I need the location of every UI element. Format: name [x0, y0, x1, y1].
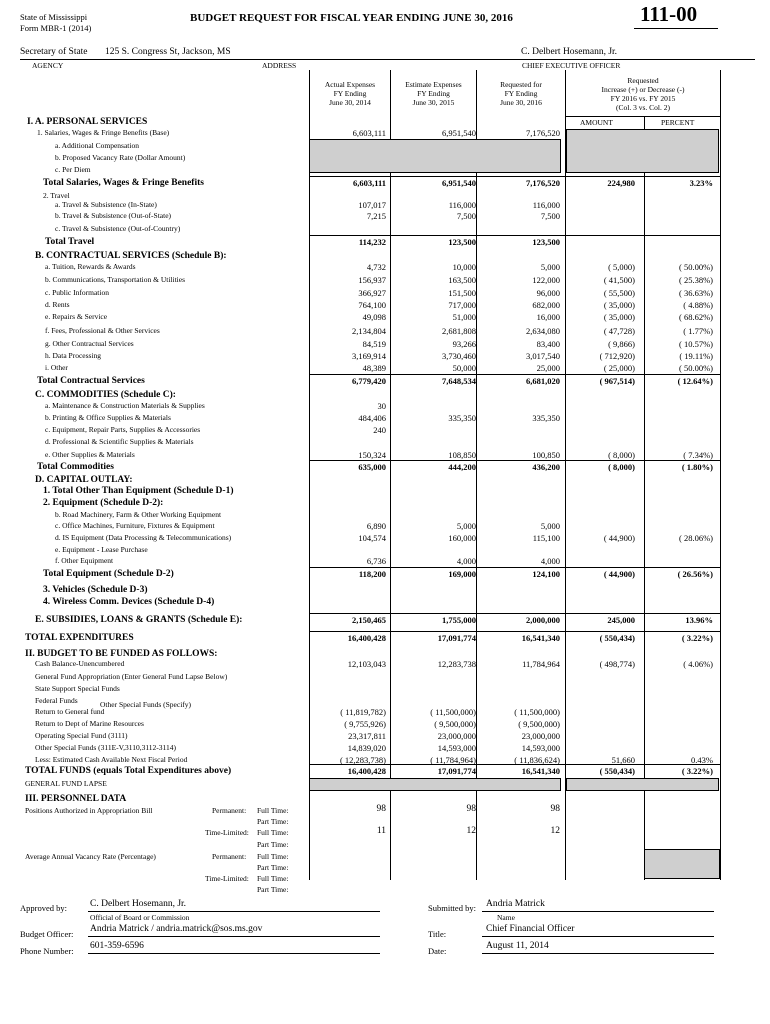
row-value-col1: 30: [377, 401, 386, 411]
row-value-col5: ( 50.00%): [679, 363, 713, 373]
row-value-col2: 163,500: [448, 275, 476, 285]
row-value-col5: ( 68.62%): [679, 312, 713, 322]
part-time-label: Part Time:: [257, 885, 289, 894]
row-value-col1: 6,736: [366, 556, 386, 566]
row-label: TOTAL FUNDS (equals Total Expenditures above): [25, 766, 232, 776]
row-label: Total Salaries, Wages & Fringe Benefits: [43, 178, 204, 188]
row-value-col4: ( 35,000): [603, 300, 635, 310]
row-value-col1: 2,150,465: [352, 615, 386, 625]
row-value-col2: ( 9,500,000): [434, 719, 476, 729]
perm-full-3: 98: [550, 804, 560, 814]
row-value-col3: 4,000: [540, 556, 560, 566]
row-value-col2: 7,500: [456, 211, 476, 221]
c1-header-line: FY Ending: [333, 89, 367, 98]
name-label: Name: [497, 913, 515, 922]
budget-code: 111-00: [640, 2, 698, 26]
row-label: e. Other Supplies & Materials: [45, 450, 135, 459]
shaded-cell: [566, 778, 719, 791]
row-value-col1: 84,519: [362, 339, 386, 349]
row-value-col5: ( 26.56%): [677, 569, 713, 579]
row-value-col5: ( 7.34%): [683, 450, 713, 460]
shaded-cell: [566, 129, 719, 173]
row-label: Less: Estimated Cash Available Next Fiscal Period: [35, 755, 188, 764]
row-value-col1: 114,232: [358, 237, 386, 247]
row-value-col2: 7,648,534: [442, 376, 476, 386]
row-value-col3: 3,017,540: [526, 351, 560, 361]
row-value-col1: 150,324: [358, 450, 386, 460]
row-value-col1: ( 9,755,926): [344, 719, 386, 729]
row-value-col1: 3,169,914: [352, 351, 386, 361]
row-label: C. COMMODITIES (Schedule C):: [35, 390, 176, 400]
row-value-col2: 160,000: [448, 533, 476, 543]
approved-label: Approved by:: [20, 903, 67, 913]
row-value-col1: ( 11,819,782): [340, 707, 386, 717]
row-value-col3: 7,176,520: [526, 128, 560, 138]
row-label: a. Tuition, Rewards & Awards: [45, 262, 136, 271]
row-value-col3: 124,100: [532, 569, 560, 579]
budget-officer-value: Andria Matrick / andria.matrick@sos.ms.gov: [90, 924, 263, 934]
row-value-col4: ( 5,000): [608, 262, 635, 272]
row-value-col1: 635,000: [358, 462, 386, 472]
row-value-col2: 10,000: [452, 262, 476, 272]
row-value-col3: 14,593,000: [521, 743, 560, 753]
row-value-col3: ( 11,500,000): [514, 707, 560, 717]
row-value-col1: 6,603,111: [352, 128, 386, 138]
row-value-col1: 366,927: [358, 288, 386, 298]
row-value-col5: ( 4.88%): [683, 300, 713, 310]
other-special-funds-specify: Other Special Funds (Specify): [100, 700, 192, 709]
row-value-col1: 6,890: [366, 521, 386, 531]
part-time-label: Part Time:: [257, 817, 289, 826]
row-value-col5: ( 3.22%): [681, 766, 713, 776]
row-value-col3: 83,400: [536, 339, 560, 349]
row-label: 3. Vehicles (Schedule D-3): [43, 585, 148, 595]
row-value-col5: ( 1.80%): [681, 462, 713, 472]
row-value-col3: 2,634,080: [526, 326, 560, 336]
row-value-col3: ( 9,500,000): [518, 719, 560, 729]
submitted-label: Submitted by:: [428, 903, 476, 913]
perm-label: Permanent:: [212, 852, 247, 861]
row-label: B. CONTRACTUAL SERVICES (Schedule B):: [35, 251, 227, 261]
amount-header: AMOUNT: [580, 118, 613, 127]
full-time-label: Full Time:: [257, 806, 289, 815]
shaded-cell: [309, 139, 561, 173]
row-label: Return to Dept of Marine Resources: [35, 719, 144, 728]
row-value-col2: 151,500: [448, 288, 476, 298]
row-value-col3: 335,350: [532, 413, 560, 423]
row-value-col1: 764,100: [358, 300, 386, 310]
row-value-col2: 93,266: [452, 339, 476, 349]
ceo-name: C. Delbert Hosemann, Jr.: [521, 47, 618, 57]
vacancy-label: Average Annual Vacancy Rate (Percentage): [25, 852, 156, 861]
row-value-col3: 23,000,000: [521, 731, 560, 741]
row-value-col4: 245,000: [607, 615, 635, 625]
row-value-col5: ( 28.06%): [679, 533, 713, 543]
row-value-col2: 2,681,808: [442, 326, 476, 336]
row-label: a. Travel & Subsistence (In-State): [55, 200, 157, 209]
row-value-col2: 17,091,774: [437, 766, 476, 776]
row-value-col4: ( 712,920): [599, 351, 635, 361]
row-value-col5: ( 10.57%): [679, 339, 713, 349]
row-label: b. Proposed Vacancy Rate (Dollar Amount): [55, 153, 186, 162]
row-value-col4: ( 8,000): [608, 462, 635, 472]
agency-label: AGENCY: [32, 61, 64, 70]
row-value-col2: 23,000,000: [437, 731, 476, 741]
row-value-col5: ( 4.06%): [683, 659, 713, 669]
row-value-col3: 25,000: [536, 363, 560, 373]
row-label: E. SUBSIDIES, LOANS & GRANTS (Schedule E):: [35, 615, 243, 625]
percent-header: PERCENT: [661, 118, 695, 127]
row-value-col3: 7,176,520: [526, 178, 560, 188]
row-label: 1. Salaries, Wages & Fringe Benefits (Base): [37, 128, 170, 137]
row-label: a. Maintenance & Construction Materials & Supplies: [45, 401, 205, 410]
c2-header-line: June 30, 2015: [412, 98, 455, 107]
form-number: Form MBR-1 (2014): [20, 23, 92, 33]
row-label: TOTAL EXPENDITURES: [25, 633, 134, 643]
row-value-col3: 116,000: [532, 200, 560, 210]
row-value-col2: 335,350: [448, 413, 476, 423]
row-value-col2: 169,000: [448, 569, 476, 579]
row-value-col2: 5,000: [456, 521, 476, 531]
c3-header-line: June 30, 2016: [500, 98, 542, 107]
row-label: I. A. PERSONAL SERVICES: [27, 117, 148, 127]
shaded-cell: [644, 849, 720, 879]
row-value-col4: 224,980: [607, 178, 635, 188]
positions-label: Positions Authorized in Appropriation Bill: [25, 806, 153, 815]
row-label: b. Road Machinery, Farm & Other Working Equipment: [55, 510, 222, 519]
row-value-col5: ( 25.38%): [679, 275, 713, 285]
part-time-label: Part Time:: [257, 840, 289, 849]
full-time-label: Full Time:: [257, 852, 289, 861]
row-label: c. Per Diem: [55, 165, 91, 174]
row-value-col3: 16,000: [536, 312, 560, 322]
submitted-name: Andria Matrick: [486, 899, 545, 909]
row-value-col3: 16,541,340: [521, 766, 560, 776]
row-value-col3: 16,541,340: [521, 633, 560, 643]
full-time-label: Full Time:: [257, 874, 289, 883]
row-value-col2: 51,000: [452, 312, 476, 322]
tl-label: Time-Limited:: [205, 874, 249, 883]
row-value-col2: 3,730,460: [442, 351, 476, 361]
tl-full-1: 11: [376, 826, 386, 836]
row-value-col2: 14,593,000: [437, 743, 476, 753]
row-value-col4: ( 967,514): [599, 376, 635, 386]
c2-header-line: FY Ending: [417, 89, 450, 98]
row-value-col5: 13.96%: [685, 615, 713, 625]
row-value-col1: 104,574: [358, 533, 386, 543]
title-value: Chief Financial Officer: [486, 924, 575, 934]
row-value-col2: 6,951,540: [442, 178, 476, 188]
row-label: e. Repairs & Service: [45, 312, 108, 321]
row-label: i. Other: [45, 363, 68, 372]
row-value-col2: ( 11,784,964): [430, 755, 476, 765]
row-value-col5: 0.43%: [691, 755, 713, 765]
row-value-col5: ( 50.00%): [679, 262, 713, 272]
date-value: August 11, 2014: [486, 941, 549, 951]
row-value-col2: 116,000: [448, 200, 476, 210]
row-value-col4: ( 8,000): [608, 450, 635, 460]
row-value-col1: 4,732: [366, 262, 386, 272]
row-value-col3: 7,500: [540, 211, 560, 221]
row-value-col3: 115,100: [532, 533, 560, 543]
row-label: a. Additional Compensation: [55, 141, 139, 150]
row-value-col1: 6,779,420: [352, 376, 386, 386]
row-value-col1: 107,017: [358, 200, 386, 210]
phone-value: 601-359-6596: [90, 941, 144, 951]
row-value-col4: ( 498,774): [599, 659, 635, 669]
budget-officer-label: Budget Officer:: [20, 929, 74, 939]
row-value-col4: ( 55,500): [603, 288, 635, 298]
row-value-col1: 12,103,043: [347, 659, 386, 669]
row-value-col5: ( 19.11%): [679, 351, 713, 361]
row-value-col1: 16,400,428: [347, 633, 386, 643]
row-label: g. Other Contractual Services: [45, 339, 134, 348]
c4-header-line: (Col. 3 vs. Col. 2): [616, 103, 670, 112]
perm-full-2: 98: [466, 804, 476, 814]
page-title: BUDGET REQUEST FOR FISCAL YEAR ENDING JUNE 30, 2016: [190, 12, 513, 24]
row-label: III. PERSONNEL DATA: [25, 794, 127, 804]
row-value-col4: ( 47,728): [603, 326, 635, 336]
row-label: d. Professional & Scientific Supplies & Materials: [45, 437, 194, 446]
row-value-col2: 50,000: [452, 363, 476, 373]
agency-name: Secretary of State: [20, 47, 88, 57]
row-value-col4: ( 41,500): [603, 275, 635, 285]
row-value-col2: 717,000: [448, 300, 476, 310]
shaded-cell: [309, 778, 561, 791]
row-value-col3: 5,000: [540, 521, 560, 531]
row-value-col3: 6,681,020: [526, 376, 560, 386]
c3-header-line: Requested for: [500, 80, 542, 89]
c4-header-line: Requested: [627, 76, 659, 85]
c4-header-line: FY 2016 vs. FY 2015: [610, 94, 676, 103]
row-label: Cash Balance-Unencumbered: [35, 659, 125, 668]
c2-header-line: Estimate Expenses: [405, 80, 462, 89]
row-value-col4: ( 9,866): [608, 339, 635, 349]
approved-sub: Official of Board or Commission: [90, 913, 190, 922]
row-value-col3: 122,000: [532, 275, 560, 285]
row-value-col3: 123,500: [532, 237, 560, 247]
row-label: Other Special Funds (311E-V,3110,3112-3114): [35, 743, 177, 752]
row-label: b. Travel & Subsistence (Out-of-State): [55, 211, 172, 220]
row-value-col3: 2,000,000: [526, 615, 560, 625]
row-value-col1: 156,937: [358, 275, 386, 285]
row-value-col2: 12,283,738: [437, 659, 476, 669]
row-value-col1: ( 12,283,738): [339, 755, 386, 765]
row-label: d. IS Equipment (Data Processing & Telecommunications): [55, 533, 232, 542]
approved-name: C. Delbert Hosemann, Jr.: [90, 899, 187, 909]
row-label: 2. Equipment (Schedule D-2):: [43, 498, 164, 508]
row-label: d. Rents: [45, 300, 70, 309]
phone-label: Phone Number:: [20, 946, 74, 956]
row-value-col2: 444,200: [448, 462, 476, 472]
row-label: e. Equipment - Lease Purchase: [55, 545, 148, 554]
row-value-col5: ( 3.22%): [681, 633, 713, 643]
tl-full-3: 12: [550, 826, 560, 836]
c4-header-line: Increase (+) or Decrease (-): [601, 85, 685, 94]
row-label: f. Fees, Professional & Other Services: [45, 326, 160, 335]
c1-header-line: June 30, 2014: [329, 98, 371, 107]
row-value-col2: 17,091,774: [437, 633, 476, 643]
row-value-col4: ( 25,000): [603, 363, 635, 373]
row-value-col4: ( 44,900): [603, 533, 635, 543]
row-value-col4: 51,660: [611, 755, 635, 765]
date-label: Date:: [428, 946, 447, 956]
part-time-label: Part Time:: [257, 863, 289, 872]
row-value-col1: 16,400,428: [347, 766, 386, 776]
row-value-col4: ( 35,000): [603, 312, 635, 322]
state-label: State of Mississippi: [20, 12, 88, 22]
row-label: Operating Special Fund (3111): [35, 731, 128, 740]
row-label: D. CAPITAL OUTLAY:: [35, 475, 133, 485]
row-label: Total Equipment (Schedule D-2): [43, 569, 174, 579]
row-value-col5: ( 12.64%): [677, 376, 713, 386]
row-value-col1: 14,839,020: [347, 743, 386, 753]
row-value-col2: 6,951,540: [442, 128, 476, 138]
row-label: c. Office Machines, Furniture, Fixtures & Equipment: [55, 521, 215, 530]
row-value-col1: 23,317,811: [348, 731, 386, 741]
row-value-col1: 48,389: [362, 363, 386, 373]
row-value-col1: 7,215: [366, 211, 386, 221]
row-value-col3: 96,000: [536, 288, 560, 298]
row-value-col2: 1,755,000: [442, 615, 476, 625]
row-value-col2: 108,850: [448, 450, 476, 460]
row-label: Federal Funds: [35, 696, 78, 705]
title-label: Title:: [428, 929, 447, 939]
row-value-col2: 123,500: [448, 237, 476, 247]
row-value-col5: ( 1.77%): [683, 326, 713, 336]
row-value-col1: 240: [373, 425, 386, 435]
row-label: f. Other Equipment: [55, 556, 114, 565]
row-value-col2: 4,000: [456, 556, 476, 566]
row-value-col1: 2,134,804: [352, 326, 386, 336]
row-label: 1. Total Other Than Equipment (Schedule D-1): [43, 486, 234, 496]
row-value-col3: 11,784,964: [522, 659, 560, 669]
full-time-label: Full Time:: [257, 828, 289, 837]
row-label: Return to General fund: [35, 707, 105, 716]
row-value-col3: 100,850: [532, 450, 560, 460]
row-value-col1: 49,098: [362, 312, 386, 322]
row-label: General Fund Appropriation (Enter General Fund Lapse Below): [35, 672, 228, 681]
row-value-col5: 3.23%: [689, 178, 713, 188]
row-label: h. Data Processing: [45, 351, 102, 360]
row-label: State Support Special Funds: [35, 684, 120, 693]
row-value-col1: 6,603,111: [352, 178, 386, 188]
agency-address: 125 S. Congress St, Jackson, MS: [105, 47, 231, 57]
row-value-col3: 682,000: [532, 300, 560, 310]
row-value-col2: ( 11,500,000): [430, 707, 476, 717]
row-value-col3: 436,200: [532, 462, 560, 472]
row-value-col4: ( 44,900): [603, 569, 635, 579]
row-label: 2. Travel: [43, 191, 70, 200]
address-label: ADDRESS: [262, 61, 297, 70]
row-label: GENERAL FUND LAPSE: [25, 779, 107, 788]
row-value-col4: ( 550,434): [599, 766, 635, 776]
row-label: c. Travel & Subsistence (Out-of-Country): [55, 224, 181, 233]
row-value-col1: 118,200: [358, 569, 386, 579]
row-value-col3: ( 11,836,624): [514, 755, 560, 765]
tl-full-2: 12: [466, 826, 476, 836]
row-label: Total Contractual Services: [37, 376, 145, 386]
c3-header-line: FY Ending: [504, 89, 538, 98]
row-value-col4: ( 550,434): [599, 633, 635, 643]
perm-label: Permanent:: [212, 806, 247, 815]
c1-header-line: Actual Expenses: [324, 80, 376, 89]
row-label: c. Public Information: [45, 288, 109, 297]
perm-full-1: 98: [376, 804, 386, 814]
row-label: b. Printing & Office Supplies & Materials: [45, 413, 171, 422]
tl-label: Time-Limited:: [205, 828, 249, 837]
row-value-col5: ( 36.63%): [679, 288, 713, 298]
row-label: Total Commodities: [37, 462, 114, 472]
row-label: II. BUDGET TO BE FUNDED AS FOLLOWS:: [25, 649, 218, 659]
row-label: Total Travel: [45, 237, 95, 247]
row-label: b. Communications, Transportation & Utilities: [45, 275, 186, 284]
row-label: c. Equipment, Repair Parts, Supplies & Accessories: [45, 425, 201, 434]
row-label: 4. Wireless Comm. Devices (Schedule D-4): [43, 597, 215, 607]
ceo-label: CHIEF EXECUTIVE OFFICER: [522, 61, 621, 70]
row-value-col1: 484,406: [358, 413, 386, 423]
row-value-col3: 5,000: [540, 262, 560, 272]
